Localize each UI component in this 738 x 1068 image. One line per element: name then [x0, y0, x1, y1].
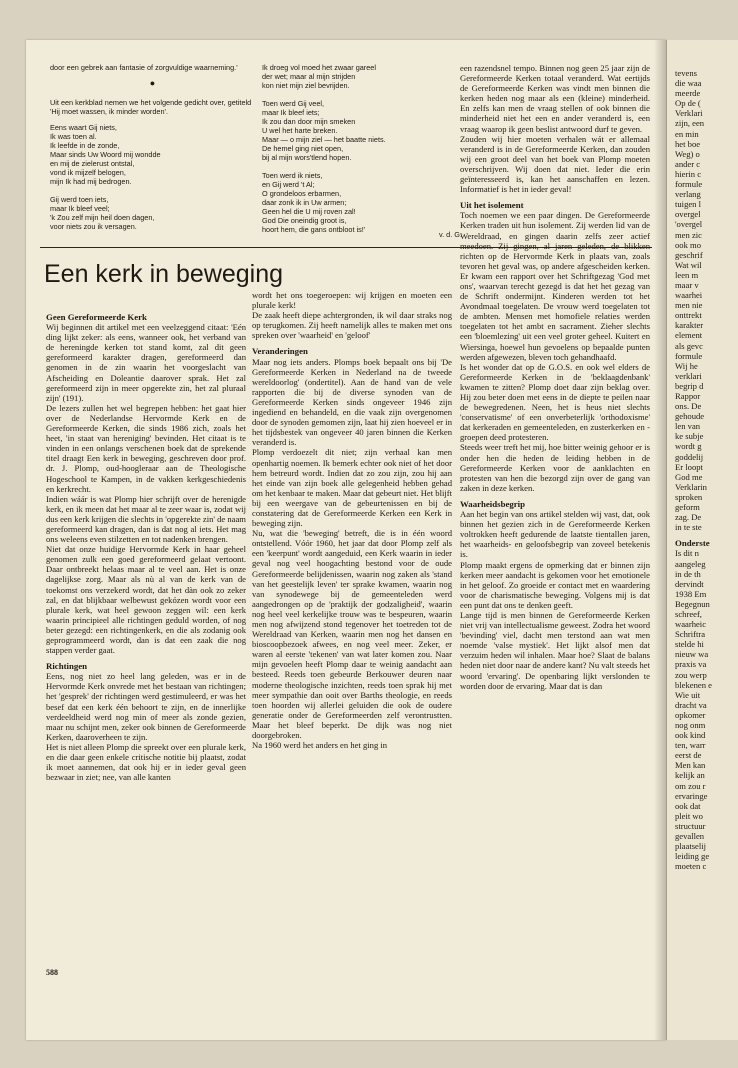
edge-line: meerde: [675, 88, 701, 99]
poem-right: [262, 63, 467, 234]
paragraph: Is het wonder dat op de G.O.S. en ook wel elders de Gereformeerde Kerken in de 'beklaagdenbank' kwamen te zitten? Plomp doet daar zijn beklag over. Hij zou beter doen met eens in de diepte te peilen naar de bewegredenen. Neen, het is heus niet slechts 'conservatisme' of een onverbeterlijk 'orthodoxisme' dat kerkeraden en gemeenteleden, en zusterkerken en -groepen deed protesteren.: [460, 361, 650, 443]
poem-right-column: [262, 63, 467, 243]
edge-line: structuur: [675, 820, 706, 831]
edge-line: ervaringe: [675, 790, 708, 801]
paragraph: Na 1960 werd het anders en het ging in: [252, 740, 388, 751]
edge-line: kelijk an: [675, 770, 705, 781]
paragraph: Eens, nog niet zo heel lang geleden, was er in de Hervormde Kerk onvrede met het bestaan van richtingen; het 'gesprek' der richtingen werd gestimuleerd, er was het besef dat een kerk één behoort te zijn, en de innerlijke verdeeldheid werd nog min of meer als zonde gezien, maar nu schijnt men, zeker ook binnen de Gereformeerde Kerken, daaroverheen te zijn.: [46, 671, 246, 742]
edge-line: len van: [675, 421, 701, 432]
edge-line: wordt g: [675, 441, 702, 452]
edge-line: geschrif: [675, 249, 703, 260]
paragraph: De zaak heeft diepe achtergronden, ik wil daar straks nog op terugkomen. Zij heeft namelijk alles te maken met ons spreken over 'waarheid' en 'geloof': [252, 310, 452, 341]
article-title: Een kerk in beweging: [44, 260, 284, 288]
next-page-edge: [666, 40, 738, 1040]
edge-line: hierin c: [675, 168, 702, 179]
paragraph: Toch noemen we een paar dingen. De Gereformeerde Kerken traden uit hun isolement. Zij werden lid van de Wereldraad, en gingen daarin zelfs zeer actief meedoen. Zij gingen, al jaren geleden, de blikken richten op de Hervormde Kerk in plaats van, zoals tevoren het geval was, op andere afgescheiden kerken. Er kwam een rapport over het Schriftgezag 'God met ons', waarvan terecht gezegd is dat het het gezag van de Schrift ondermijnt. Kinderen werden tot het Avondmaal toegelaten. De vrouw werd toegelaten tot de ambten. Mensen met homofiele relaties werden toegelaten tot het ambt en sacrament. Zieher slechts een 'bloemlezing' uit een veel groter geheel. Kuitert en Wiersinga, hoewel hun gevoelens op bepaalde punten werden afgewezen, bleven toch gehandhaafd.: [460, 210, 650, 362]
edge-line: die waa: [675, 78, 702, 89]
edge-line: dervindt: [675, 578, 704, 589]
edge-line: praxis va: [675, 659, 707, 670]
paragraph: Niet dat onze huidige Hervormde Kerk in haar geheel genomen zulk een goed gereformeerd gelaat vertoont. Daar ontbreekt helaas maar al te veel aan. Het is onze dagelijkse zorg. Maar als nù al van de kerk van de toekomst ons verzekerd wordt, dat het dàn ook zo zeker zal, en dat blijkbaar welbewust gekózen wordt voor een plurale kerk, wat heel gewoon zeggen wil: een kerk waarin principieel alle richtingen geduld worden, of nog beter gezegd: een richtingenkerk, en die als zodanig ook geprogrammeerd wordt, dan is dat een zaak die nog stappen verder gaat.: [46, 544, 246, 656]
edge-line: overgel: [675, 209, 701, 220]
edge-line: Men kan: [675, 760, 706, 771]
edge-line: zag. De: [675, 512, 702, 523]
edge-line: als gevc: [675, 340, 703, 351]
edge-line: Is dit n: [675, 548, 699, 559]
next-page-text: [675, 68, 738, 871]
edge-line: formule: [675, 350, 703, 361]
edge-line: gehoude: [675, 411, 705, 422]
paragraph: Zouden wij hier moeten verhalen wát er allemaal veranderd is in de Gereformeerde Kerken, dan zouden wij een groot deel van het boek van Plomp moeten overschrijven. Wij doen dat niet. Ieder die erin geïnteresseerd is, kan het aanschaffen en lezen. Informatief is het in ieder geval!: [460, 133, 650, 195]
edge-line: Er loopt: [675, 461, 703, 472]
poem-stanza: Gij werd toen iets, maar Ik bleef veel; 'k Zou zelf mijn heil doen dagen, voor niets zou ik versagen.: [50, 195, 155, 231]
paragraph: Het is niet alleen Plomp die spreekt over een plurale kerk, en die daar geen enkele critische notitie bij plaatst, zodat ik moet aannemen, dat ook hij er in ieder geval geen bezwaar in ziet; nee, van alle kanten: [46, 741, 246, 783]
edge-line: sproken: [675, 491, 703, 502]
edge-line: waarheic: [675, 619, 707, 630]
paragraph: Lange tijd is men binnen de Gereformeerde Kerken niet vrij van intellectualisme geweest. Zodra het woord 'bevinding' viel, dacht men terstond aan wat men noemde 'valse mystiek'. Het lijkt alsof men dat verzuim heden wil inhalen. Maar hoe? Slaat de balans heden niet door naar de andere kant? Nu valt steeds het woord 'ervaring'. De openbaring lijkt verslonden te worden door de ervaring. Maar dat is dan: [460, 609, 650, 691]
edge-line: men zic: [675, 229, 702, 240]
edge-line: onttrekt: [675, 310, 702, 321]
edge-line: goddelij: [675, 451, 704, 462]
poem-left: [50, 123, 255, 231]
edge-line: leiding ge: [675, 851, 710, 862]
edge-line: om zou r: [675, 780, 706, 791]
edge-line: pleit wo: [675, 810, 703, 821]
edge-line: in de th: [675, 568, 701, 579]
edge-line: men nie: [675, 300, 703, 311]
edge-line: ons. De: [675, 401, 702, 412]
poem-stanza: Ik droeg vol moed het zwaar gareel der wet; maar al mijn strijden kon niet mijn ziel bevrijden.: [262, 63, 376, 90]
intro-text: door een gebrek aan fantasie of zorgvuldige waarneming.': [50, 63, 238, 72]
edge-line: nog onm: [675, 720, 706, 730]
article-column-3: [460, 63, 650, 691]
edge-line: Wie uit: [675, 689, 701, 700]
edge-line: Weg) o: [675, 148, 700, 159]
edge-line: Wij he: [675, 360, 698, 371]
edge-line: Op de (: [675, 98, 701, 109]
edge-line: begrip d: [675, 380, 704, 391]
edge-line: opkomer: [675, 709, 706, 720]
edge-line: en min: [675, 128, 699, 139]
paragraph: Nu, wat die 'beweging' betreft, die is in één woord ontstellend. Vóór 1960, het jaar dat door Plomp zelf als een 'keerpunt' wordt aangeduid, een Kerk waarin in ieder geval nog veel hoogachting bestond voor de oude Gereformeerde belijdenissen, waarin nog zaken als 'stand van het geestelijk leven' ter sprake kwamen, waarin nog van synodewege bij de gemeenteleden werd aangedrongen op de 'praktijk der godzaligheid', waarin nog heel veel kerkelijke trouw was te bespeuren, waarin men nog afwijzend stond tegenover het toetreden tot de Wereldraad van Kerken, waarin men nog het dansen en bioscoopbezoek afwees, en nog veel meer. Zeker, er waren al eerste 'tekenen' van wat later komen zou. Naar mijn gevoelen heeft Plomp daar te weinig aandacht aan besteed. Reeds toen gebeurde Berkouwer deuren naar moderne theologische inzichten, reeds toen sprak hij met meer sympathie dan ooit over Barths theologie, en reeds toen hoorden wij allerlei geluiden die ook de oudere generatie onder de Gereformeerden zelf verontrustten. Maar het bleef beperkt. De dijk was nog niet doorgebroken.: [252, 528, 452, 741]
edge-line: Begegnun: [675, 598, 710, 609]
edge-line: geform: [675, 502, 700, 513]
edge-line: blekenen e: [675, 679, 712, 690]
paragraph: Indien wáár is wat Plomp hier schrijft over de herenigde kerk, en ik meen dat het maar al te zeer waar is, zodat wij dus een kerk krijgen die slechts in 'opgerekte zin' de naam gereformeerd kan dragen, dan is dat nog al iets. Het mag ons weleens even stilzetten en tot nadenken brengen.: [46, 493, 246, 545]
edge-line: zijn, een: [675, 118, 705, 129]
edge-line: schreef,: [675, 608, 702, 619]
edge-line: Verklarin: [675, 481, 707, 492]
edge-line: ke subje: [675, 431, 704, 442]
edge-line: ook kind: [675, 730, 706, 741]
edge-line: 'overgel: [675, 219, 703, 230]
edge-line: in te ste: [675, 522, 702, 533]
edge-line: ook mo: [675, 239, 702, 250]
edge-line: God me: [675, 471, 703, 482]
article-column-1: [46, 306, 246, 782]
section-heading: Uit het isolement: [460, 200, 524, 211]
edge-line: verlang: [675, 189, 701, 200]
section-heading: Richtingen: [46, 661, 88, 672]
edge-line: tevens: [675, 68, 697, 78]
edge-line: leen m: [675, 269, 699, 280]
edge-line: stelde hi: [675, 639, 704, 650]
edge-line: plaatselij: [675, 841, 707, 852]
edge-line: ander c: [675, 158, 701, 169]
edge-line: aangeleg: [675, 558, 706, 569]
paragraph: De lezers zullen het wel begrepen hebben: het gaat hier over de Nederlandse Hervormde Kerk en de Gereformeerde Kerken, die sinds 1986 zich, zoals het heet, 'in staat van hereniging' bevinden. Het citaat is te vinden in een onlangs verschenen boek dat de sprekende titel draagt Een kerk in beweging, geschreven door prof. dr. J. Plomp, oud-hoogleraar aan de Theologische Hogeschool te Kampen, in de vakken kerkgeschiedenis en kerkrecht.: [46, 402, 246, 494]
paragraph: Aan het begin van ons artikel stelden wij vast, dat, ook binnen het gezien zich in de Gereformeerde Kerken voltrokken heeft gedurende de laatste tientallen jaren, het waarheids- en geloofsbegrip van zoveel betekenis is.: [460, 509, 650, 560]
poem-intro-column: [50, 63, 255, 240]
edge-line: karakter: [675, 320, 704, 331]
section-heading: Waarheidsbegrip: [460, 498, 526, 509]
paragraph: wordt het ons toegeroepen: wij krijgen en moeten een plurale kerk!: [252, 290, 452, 311]
edge-line: gevallen: [675, 831, 705, 842]
section-heading: Geen Gereformeerde Kerk: [46, 312, 147, 322]
paragraph: een razendsnel tempo. Binnen nog geen 25 jaar zijn de Gereformeerde Kerken totaal veranderd. Wat eertijds de Gereformeerde Kerken was vindt men binnen die kerken heden nog maar als een (kleine) minderheid. En zelfs kan men de vraag stellen of ook binnen die minderheid niet het een en ander veranderd is, een vraag waarop ik geen beslist antwoord durf te geven.: [460, 63, 650, 134]
edge-line: Schriftra: [675, 629, 706, 640]
edge-line: waarhei: [675, 290, 703, 301]
poem-source: Uit een kerkblad nemen we het volgende gedicht over, getiteld 'Hij moet wassen, ik minder worden'.: [50, 98, 252, 116]
page-number: 588: [46, 968, 58, 977]
edge-line: dracht va: [675, 699, 707, 710]
edge-line: ook dat: [675, 800, 701, 811]
edge-line: moeten c: [675, 861, 707, 872]
edge-line: maar v: [675, 279, 699, 290]
poem-stanza: Eens waart Gij niets, Ik was toen al. Ik leefde in de zonde, Maar sinds Uw Woord mij wondde en mij de zielerust ontstal, vond ik mijzelf belogen, mijn Ik had mij bedrogen.: [50, 123, 161, 186]
poem-signature: v. d. G.: [439, 230, 462, 239]
edge-line: eerst de: [675, 750, 702, 761]
edge-line: 1938 Em: [675, 588, 707, 599]
edge-line: Rappor: [675, 391, 701, 401]
edge-line: het boe: [675, 138, 701, 149]
section-heading: Veranderingen: [252, 346, 308, 357]
poem-stanza: Toen werd ik niets, en Gij werd 't Al; O grondeloos erbarmen, daar zonk ik in Uw armen; Geen hel die U mij roven zal! God Die oneindig groot is, hoort hem, die gans ontbloot is!': [262, 171, 366, 234]
poem-stanza: Toen werd Gij veel, maar Ik bleef iets; Ik zou dan door mijn smeken U wel het harte breken. Maar — o mijn ziel — het baatte niets. De hemel ging niet open, bij al mijn wors'tlend hopen.: [262, 99, 386, 162]
edge-line: Verklari: [675, 108, 703, 119]
paragraph: Steeds weer treft het mij, hoe bitter weinig gehoor er is onder hen die heden de leiding hebben in de Gereformeerde Kerken voor de aanklachten en protesten van hen die bezorgd zijn over de gang van zaken in deze kerken.: [460, 442, 650, 493]
edge-line: formule: [675, 179, 703, 190]
edge-line: nieuw wa: [675, 649, 709, 660]
edge-heading: Onderste: [675, 538, 710, 549]
edge-line: ten, warr: [675, 740, 706, 751]
paragraph: Maar nog iets anders. Plomps boek bepaalt ons bij 'De Gereformeerde Kerken in Nederland na de tweede wereldoorlog' (ondertitel). Aan de hand van de vele rapporten die bij de diverse synoden van de Gereformeerde Kerken sinds ongeveer 1946 zijn ingediend en behandeld, en die vaak zijn overgenomen door de synoden gemomen zijn, laat hij zien hoeveel er in het tijdsbestek van ongeveer 40 jaren binnen die Kerken veranderd is.: [252, 356, 452, 448]
paragraph: Plomp verdoezelt dit niet; zijn verhaal kan men openhartig noemen. Ik bemerk echter ook niet of het door hem betreurd wordt. Indien dat zo zou zijn, zou hij aan het einde van zijn boek alle gelegenheid hebben gehad om het kenbaar te maken. Maar dat gebeurt niet. Het blijft bij een weergave van de gebeurtenissen en bij de constatering dat de Gereformeerde Kerken een Kerk in beweging zijn.: [252, 447, 452, 529]
paragraph: Plomp maakt ergens de opmerking dat er binnen zijn kerken meer aandacht is gekomen voor het emotionele in het geloof. Zo groeide er contact met en waardering voor de charismatische beweging. Volgens mij is dat een punt dat ons te denken geeft.: [460, 559, 650, 610]
separator-bullet: ●: [149, 78, 156, 88]
edge-line: element: [675, 330, 703, 341]
article-column-2: [252, 290, 452, 750]
paragraph: Wij beginnen dit artikel met een veelzeggend citaat: 'Eén ding lijkt zeker: als eens, wanneer ook, het verband van de hereningde kerken tot stand komt, zal dit geen gereformeerd karakter dragen, gereformeerd dan genomen in de zin waarin het voorgeslacht van Afscheiding en Doleantie daarover sprak. Het zal gereformeerd zijn in meer opgerekte zin, het zal pluraal zijn' (191).: [46, 322, 246, 403]
edge-line: Wat wil: [675, 259, 702, 270]
edge-line: zou werp: [675, 669, 707, 680]
edge-line: tuigen l: [675, 199, 702, 210]
edge-line: verklari: [675, 370, 702, 381]
